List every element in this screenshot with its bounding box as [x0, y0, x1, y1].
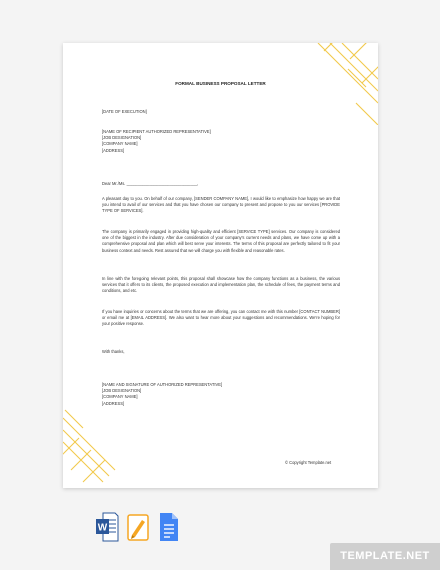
date-line: [DATE OF EXECUTION] — [102, 109, 147, 114]
corner-decoration-bottom-left — [63, 408, 123, 488]
signature-line: [ADDRESS] — [102, 400, 125, 406]
signature-block — [102, 382, 340, 407]
paragraph: The company is primarily engaged in providing high-quality and efficient [SERVICE TYPE] services. Our company is considered one of the biggest in the industry. After due consideration of your company's current needs and plans, we have come up with a comprehensive proposal and plan which will best serve your interests. The terms of this proposal are perfectly tailored to fit your business context and needs. Rest assured that we will charge you with flexible and reasonable rates. — [102, 229, 340, 253]
recipient-line: [JOB DESIGNATION] — [102, 135, 142, 141]
paragraph: A pleasant day to you. On behalf of our company, [SENDER COMPANY NAME], I would like to emphasize how happy we are that you intend to avail of our services and that you have chosen our company to present and propose to you our services [PROVIDE TYPE OF SERVICES]. — [102, 196, 340, 214]
watermark: TEMPLATE.NET — [330, 543, 440, 570]
document-page — [63, 43, 378, 488]
signature-line: [COMPANY NAME] — [102, 394, 138, 400]
recipient-block — [102, 129, 340, 154]
salutation: Dear Mr./Ms. _______________________________, — [102, 181, 199, 186]
word-icon-letter: W — [97, 522, 108, 534]
signature-line: [NAME AND SIGNATURE OF AUTHORIZED REPRESENTATIVE] — [102, 382, 223, 387]
paragraph: In line with the foregoing relevant points, this proposal shall showcase how the company functions as a business, the various services that it offers to its clients, the proposed execution and implementation plan, the schedule of fees, the payment terms and conditions, and etc. — [102, 276, 340, 294]
copyright-text: © Copyright Template.net — [285, 460, 332, 465]
recipient-line: [ADDRESS] — [102, 147, 125, 153]
recipient-line: [NAME OF RECIPIENT AUTHORIZED REPRESENTATIVE] — [102, 129, 211, 134]
signature-line: [JOB DESIGNATION] — [102, 388, 142, 394]
pages-icon[interactable] — [126, 512, 150, 542]
closing: With thanks, — [102, 349, 125, 354]
google-docs-icon[interactable] — [157, 512, 181, 542]
document-title: FORMAL BUSINESS PROPOSAL LETTER — [175, 81, 266, 86]
word-icon[interactable] — [95, 512, 119, 542]
paragraph: If you have inquiries or concerns about the terms that we are offering, you can contact me with this number [CONTACT NUMBER] or email me at [EMAIL ADDRESS]. We also want to hear more about your suggestions and recommendations. We're hoping for your positive response. — [102, 309, 340, 327]
recipient-line: [COMPANY NAME] — [102, 141, 138, 147]
